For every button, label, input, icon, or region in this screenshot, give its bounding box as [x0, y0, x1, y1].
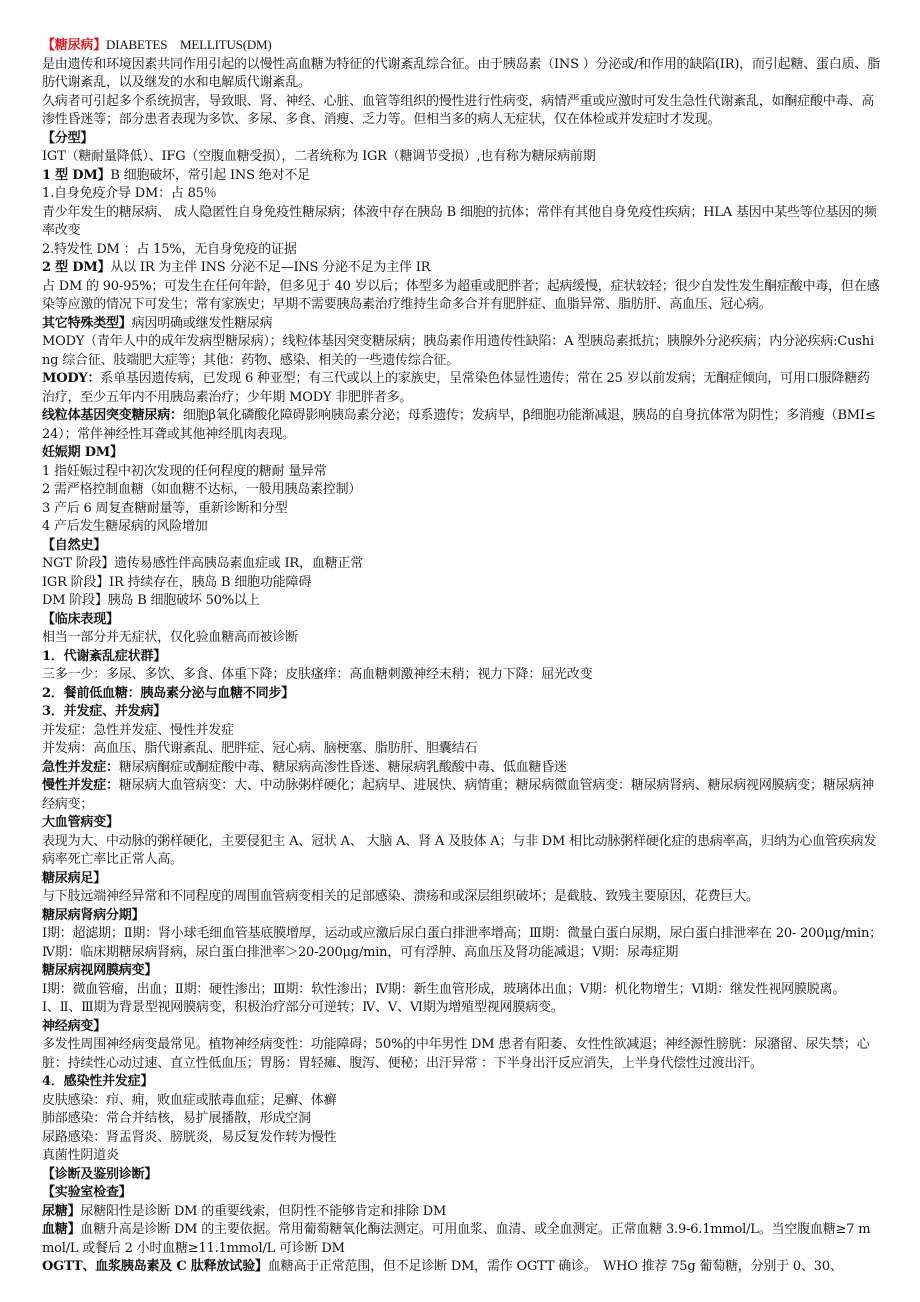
paragraph-text: 是由遗传和环境因素共同作用引起的以慢性高血糖为特征的代谢紊乱综合征。由于胰岛素（INS ）分泌或/和作用的缺陷(IR)，而引起糖、蛋白质、脂肪代谢紊乱，以及继发的水和电解质代谢紊乱。 [42, 56, 880, 90]
paragraph-text: 4 产后发生糖尿病的风险增加 [42, 519, 208, 534]
text-paragraph [42, 241, 882, 260]
text-paragraph [42, 629, 882, 648]
text-paragraph [42, 259, 882, 278]
document-body [42, 56, 882, 1277]
text-paragraph [42, 1092, 882, 1111]
paragraph-text: 糖尿病大血管病变：大、中动脉粥样硬化；起病早、进展快、病情重；糖尿病微血管病变：糖尿病肾病、糖尿病视网膜病变；糖尿病神经病变； [42, 778, 875, 812]
text-paragraph [42, 518, 882, 537]
document-page [42, 36, 882, 1277]
paragraph-heading: 2 型 DM】 [42, 260, 111, 275]
paragraph-text: 皮肤感染：疖、痈，败血症或脓毒血症；足癣、体癣 [42, 1092, 337, 1108]
paragraph-text: 并发病：高血压、脂代谢紊乱、肥胖症、冠心病、脑梗塞、脂肪肝、胆囊结石 [42, 741, 478, 756]
paragraph-heading: 1 型 DM】 [42, 167, 111, 183]
paragraph-text: 3 产后 6 周复查糖耐量等，重新诊断和分型 [42, 500, 288, 516]
paragraph-text: 2 需严格控制血糖（如血糖不达标，一般用胰岛素控制） [42, 482, 362, 497]
paragraph-text: 多发性周围神经病变最常见。植物神经病变性：功能障碍；50%的中年男性 DM 患者有阳萎、女性性欲减退；神经源性膀胱：尿潴留、尿失禁；心脏：持续性心动过速、直立性低血压；胃肠：胃轻瘫、腹泻、便秘；出汗异常 ：下半身出汗反应消失，上半身代偿性过渡出汗。 [42, 1037, 870, 1071]
paragraph-text: 2.特发性 DM ：占 15%，无自身免疫的证据 [42, 241, 297, 257]
title-chinese: 【糖尿病】 [42, 38, 107, 53]
text-paragraph [42, 925, 882, 962]
paragraph-text: 肺部感染：常合并结核，易扩展播散，形成空洞 [42, 1111, 311, 1126]
paragraph-heading: 其它特殊类型】 [42, 315, 132, 331]
text-paragraph [42, 981, 882, 1000]
paragraph-text: Ⅰ期：超滤期；Ⅱ期：肾小球毛细血管基底膜增厚，运动或应激后尿白蛋白排泄率增高；Ⅲ期：微量白蛋白尿期，尿白蛋白排泄率在 20- 200μg/min；Ⅳ期：临床期糖尿病肾病，尿白蛋白排泄率＞20-200μg/min，可有浮肿、高血压及肾功能减退；Ⅴ期：尿毒症期 [42, 926, 882, 960]
text-paragraph [42, 833, 882, 870]
paragraph-heading: 慢性并发症： [42, 778, 119, 793]
text-paragraph [42, 130, 882, 149]
paragraph-heading: 糖尿病视网膜病变】 [42, 963, 158, 978]
text-paragraph [42, 93, 882, 130]
text-paragraph [42, 611, 882, 630]
paragraph-heading: 2．餐前低血糖：胰岛素分泌与血糖不同步】 [42, 685, 295, 701]
text-paragraph [42, 444, 882, 463]
text-paragraph [42, 740, 882, 759]
text-paragraph [42, 962, 882, 981]
paragraph-text: 并发症：急性并发症、慢性并发症 [42, 722, 235, 738]
paragraph-heading: 急性并发症： [42, 759, 119, 775]
text-paragraph [42, 1073, 882, 1092]
paragraph-text: 1.自身免疫介导 DM：占 85％ [42, 186, 217, 201]
text-paragraph [42, 500, 882, 519]
text-paragraph [42, 777, 882, 814]
paragraph-text: 从以 IR 为主伴 INS 分泌不足—INS 分泌不足为主伴 IR [110, 260, 431, 275]
text-paragraph [42, 481, 882, 500]
text-paragraph [42, 1203, 882, 1222]
paragraph-text: Ⅰ、Ⅱ、Ⅲ期为背景型视网膜病变，积极治疗部分可逆转；Ⅳ、Ⅴ、Ⅵ期为增殖型视网膜病变。 [42, 1000, 564, 1015]
title-english: DIABETES MELLITUS(DM) [106, 37, 272, 52]
text-paragraph [42, 1258, 882, 1277]
paragraph-text: 青少年发生的糖尿病、 成人隐匿性自身免疫性糖尿病；体液中存在胰岛 B 细胞的抗体；常伴有其他自身免疫性疾病；HLA 基因中某些等位基因的频率改变 [42, 204, 877, 238]
paragraph-heading: 线粒体基因突变糖尿病： [42, 408, 183, 423]
paragraph-heading: 【实验室检查】 [42, 1185, 132, 1200]
paragraph-text: 表现为大、中动脉的粥样硬化，主要侵犯主 A、冠状 A、 大脑 A、肾 A 及肢体 A；与非 DM 相比动脉粥样硬化症的患病率高，归纳为心血管疾病发病率死亡率比正常人高。 [42, 833, 877, 867]
paragraph-heading: 【分型】 [42, 130, 94, 146]
text-paragraph [42, 1147, 882, 1166]
paragraph-heading: 【自然史】 [42, 537, 107, 553]
text-paragraph [42, 167, 882, 186]
text-paragraph [42, 814, 882, 833]
text-paragraph [42, 907, 882, 926]
text-paragraph [42, 574, 882, 593]
text-paragraph [42, 463, 882, 482]
text-paragraph [42, 555, 882, 574]
text-paragraph [42, 185, 882, 204]
paragraph-text: 尿路感染：肾盂肾炎、膀胱炎，易反复发作转为慢性 [42, 1129, 337, 1145]
paragraph-text: 相当一部分并无症状，仅化验血糖高而被诊断 [42, 630, 299, 645]
text-paragraph [42, 888, 882, 907]
paragraph-text: 血糖升高是诊断 DM 的主要依据。常用葡萄糖氧化酶法测定。可用血浆、血清、或全血测定。正常血糖 3.9-6.1mmol/L。当空腹血糖≥7 mmol/L 或餐后 2 小时血糖≥11.1mmol/L 可诊断 DM [42, 1222, 871, 1256]
text-paragraph [42, 1184, 882, 1203]
text-paragraph [42, 759, 882, 778]
text-paragraph [42, 648, 882, 667]
text-paragraph [42, 870, 882, 889]
text-paragraph [42, 204, 882, 241]
paragraph-text: IGT（糖耐量降低）、IFG（空腹血糖受损），二者统称为 IGR（糖调节受损）,也有称为糖尿病前期 [42, 149, 596, 164]
text-paragraph [42, 315, 882, 334]
paragraph-heading: 【临床表现】 [42, 611, 119, 627]
paragraph-heading: 糖尿病肾病分期】 [42, 907, 145, 923]
paragraph-heading: 1．代谢紊乱症状群】 [42, 648, 167, 664]
paragraph-text: 三多一少：多尿、多饮、多食、体重下降；皮肤瘙痒：高血糖刺激神经末稍；视力下降：屈光改变 [42, 667, 593, 682]
text-paragraph [42, 999, 882, 1018]
paragraph-heading: 【诊断及鉴别诊断】 [42, 1166, 158, 1182]
paragraph-text: DM 阶段】胰岛 B 细胞破坏 50%以上 [42, 593, 260, 608]
paragraph-heading: 3．并发症、并发病】 [42, 704, 167, 719]
paragraph-text: 久病者可引起多个系统损害，导致眼、肾、神经、心脏、血管等组织的慢性进行性病变，病情严重或应激时可发生急性代谢紊乱，如酮症酸中毒、高渗性昏迷等；部分患者表现为多饮、多尿、多食、消瘦、乏力等。但相当多的病人无症状，仅在体检或并发症时才发现。 [42, 93, 875, 127]
paragraph-heading: 神经病变】 [42, 1018, 107, 1034]
paragraph-heading: 妊娠期 DM】 [42, 445, 123, 460]
text-paragraph [42, 1110, 882, 1129]
text-paragraph [42, 407, 882, 444]
paragraph-text: IGR 阶段】IR 持续存在，胰岛 B 细胞功能障碍 [42, 574, 312, 590]
text-paragraph [42, 537, 882, 556]
text-paragraph [42, 56, 882, 93]
paragraph-text: 与下肢远端神经异常和不同程度的周围血管病变相关的足部感染、溃疡和或深层组织破坏；是截肢、致残主要原因，花费巨大。 [42, 889, 759, 904]
paragraph-text: MODY（青年人中的成年发病型糖尿病）；线粒体基因突变糖尿病；胰岛素作用遗传性缺陷：A 型胰岛素抵抗；胰腺外分泌疾病；内分泌疾病:Cushing 综合征、肢端肥大症等；其他：药物、感染、相关的一些遗传综合征。 [42, 334, 874, 368]
paragraph-text: B 细胞破坏，常引起 INS 绝对不足 [110, 167, 310, 183]
paragraph-text: 1 指妊娠过程中初次发现的任何程度的糖耐 量异常 [42, 463, 327, 479]
paragraph-text: 占 DM 的 90-95%；可发生在任何年龄，但多见于 40 岁以后；体型多为超重或肥胖者；起病缓慢，症状较轻；很少自发性发生酮症酸中毒，但在感染等应激的情况下可发生；常有家族史；早期不需要胰岛素治疗维持生命多合并有肥胖症、血脂异常、脂肪肝、高血压、冠心病。 [42, 278, 880, 312]
text-paragraph [42, 1018, 882, 1037]
text-paragraph [42, 666, 882, 685]
paragraph-text: 尿糖阳性是诊断 DM 的重要线索，但阴性不能够肯定和排除 DM [80, 1203, 447, 1219]
paragraph-text: 糖尿病酮症或酮症酸中毒、糖尿病高渗性昏迷、糖尿病乳酸酸中毒、低血糖昏迷 [118, 759, 567, 775]
paragraph-text: 细胞β氧化磷酸化障碍影响胰岛素分泌；母系遗传；发病早，β细胞功能渐减退，胰岛的自身抗体常为阴性；多消瘦（BMI≤24）；常伴神经性耳聋或其他神经肌肉表现。 [42, 408, 876, 442]
text-paragraph [42, 1166, 882, 1185]
text-paragraph [42, 333, 882, 370]
text-paragraph [42, 370, 882, 407]
text-paragraph [42, 722, 882, 741]
text-paragraph [42, 1129, 882, 1148]
paragraph-heading: 糖尿病足】 [42, 870, 107, 886]
paragraph-heading: MODY： [42, 371, 101, 386]
paragraph-text: NGT 阶段】遗传易感性伴高胰岛素血症或 IR，血糖正常 [42, 556, 364, 571]
paragraph-heading: 4．感染性并发症】 [42, 1074, 154, 1089]
text-paragraph [42, 278, 882, 315]
text-paragraph [42, 1221, 882, 1258]
paragraph-text: 血糖高于正常范围，但不足诊断 DM，需作 OGTT 确诊。 WHO 推荐 75g 葡萄糖，分别于 0、30、 [267, 1259, 843, 1274]
paragraph-heading: 血糖】 [42, 1222, 81, 1237]
paragraph-heading: 大血管病变】 [42, 815, 119, 830]
text-paragraph [42, 685, 882, 704]
text-paragraph [42, 148, 882, 167]
text-paragraph [42, 1036, 882, 1073]
paragraph-text: 真菌性阴道炎 [42, 1148, 119, 1163]
document-title [42, 36, 882, 56]
text-paragraph [42, 592, 882, 611]
paragraph-heading: OGTT、血浆胰岛素及 C 肽释放试验】 [42, 1259, 268, 1274]
paragraph-text: 系单基因遗传病，已发现 6 种亚型；有三代或以上的家族史，呈常染色体显性遗传；常在 25 岁以前发病；无酮症倾向，可用口服降糖药治疗，至少五年内不用胰岛素治疗；少年期 MODY 非肥胖者多。 [42, 371, 870, 405]
paragraph-text: Ⅰ期：微血管瘤，出血；Ⅱ期：硬性渗出；Ⅲ期：软性渗出；Ⅳ期：新生血管形成，玻璃体出血；Ⅴ期：机化物增生；Ⅵ期：继发性视网膜脱离。 [42, 981, 846, 997]
paragraph-heading: 尿糖】 [42, 1203, 81, 1219]
text-paragraph [42, 703, 882, 722]
paragraph-text: 病因明确或继发性糖尿病 [131, 315, 273, 331]
